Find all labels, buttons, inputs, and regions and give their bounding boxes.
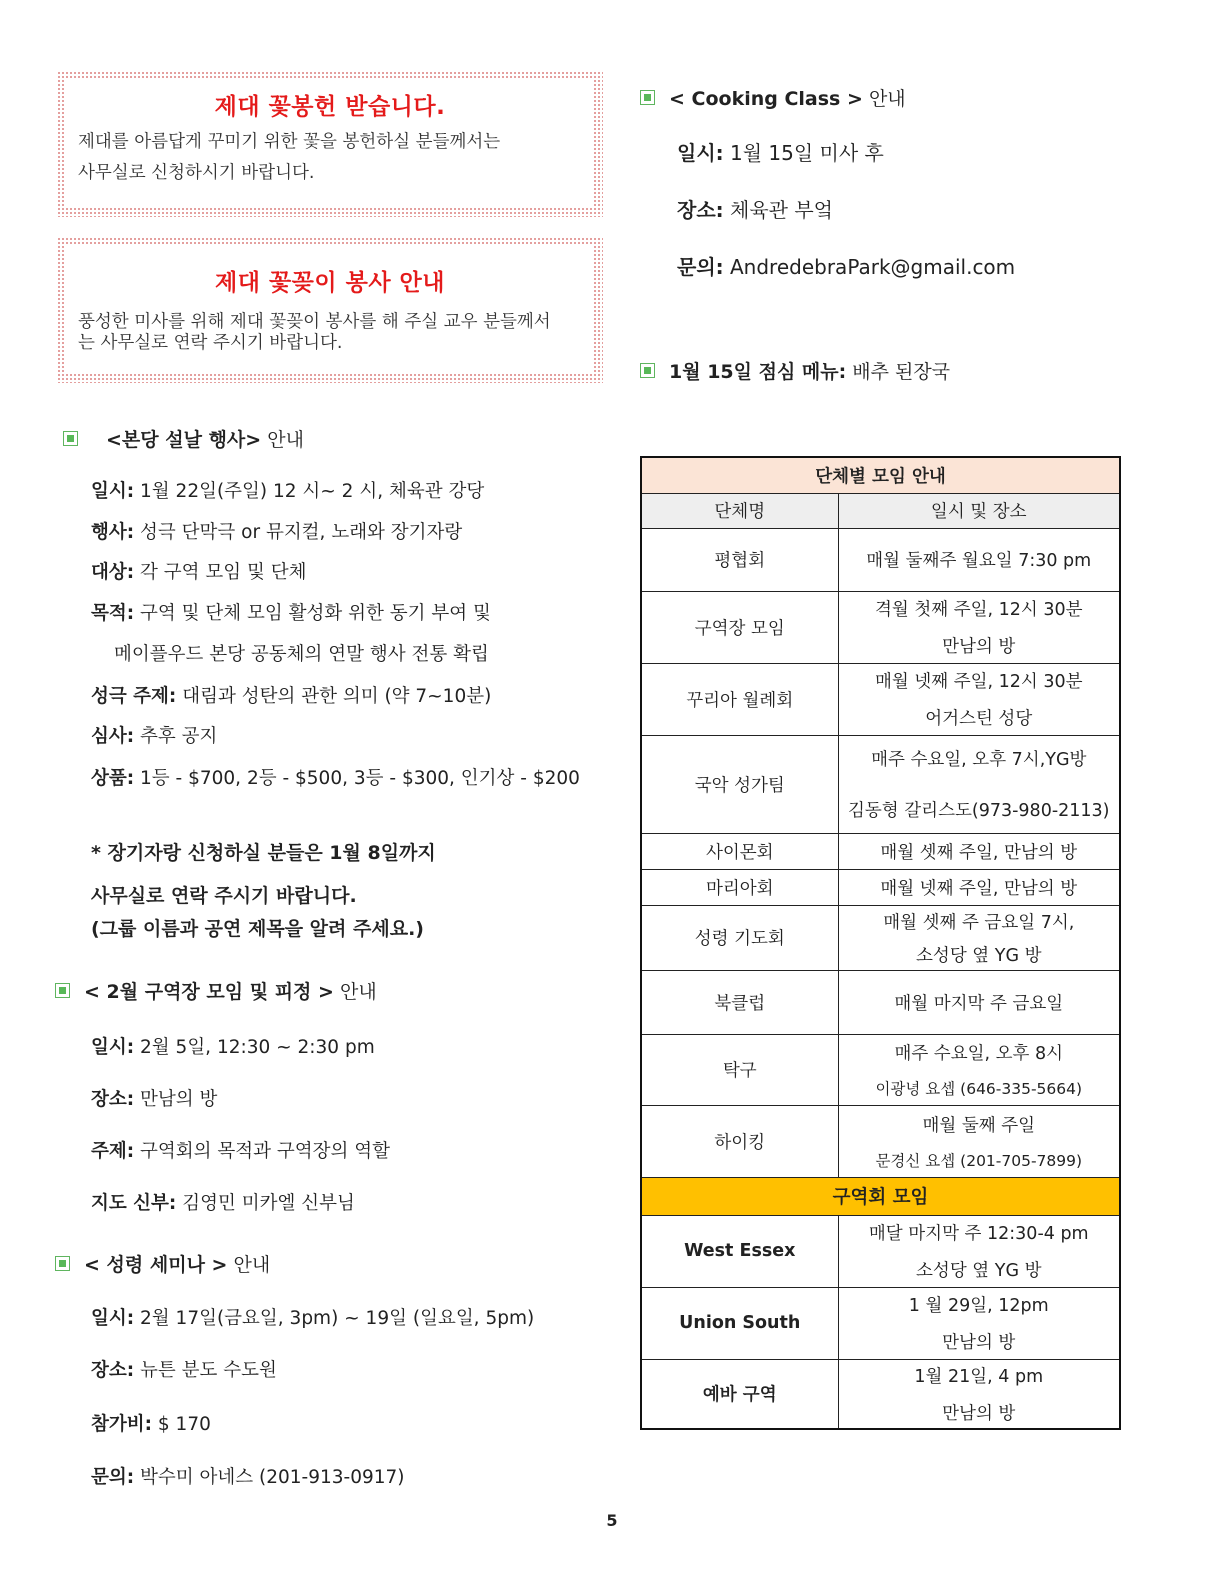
page-number: 5 bbox=[606, 1511, 618, 1530]
seollal-row-2: 대상: 각 구역 모임 및 단체 bbox=[91, 562, 307, 583]
table-row: 평협회 매월 둘째주 월요일 7:30 pm bbox=[641, 528, 1120, 591]
notice-body: 풍성한 미사를 위해 제대 꽃꽂이 봉사를 해 주실 교우 분들께서 는 사무실로 연락 주시기 바랍니다. bbox=[78, 312, 551, 353]
notice-body: 제대를 아름답게 꾸미기 위한 꽃을 봉헌하실 분들께서는 사무실로 신청하시기 바랍니다. bbox=[78, 132, 501, 183]
feb-row-1: 장소: 만남의 방 bbox=[91, 1089, 218, 1110]
seminar-row-2: 참가비: $ 170 bbox=[91, 1414, 211, 1435]
cooking-row-0: 일시: 1월 15일 미사 후 bbox=[677, 141, 884, 165]
table-row: 예바 구역 1월 21일, 4 pm 만남의 방 bbox=[641, 1359, 1120, 1429]
group-meetings-table bbox=[640, 456, 1121, 1430]
seollal-heading: <본당 설날 행사> 안내 bbox=[63, 425, 304, 452]
table-title: 단체별 모임 안내 bbox=[641, 457, 1120, 493]
seminar-row-3: 문의: 박수미 아네스 (201-913-0917) bbox=[91, 1467, 405, 1488]
column-header: 일시 및 장소 bbox=[838, 493, 1120, 528]
table-row: 하이킹 매월 둘째 주일 문경신 요셉 (201-705-7899) bbox=[641, 1105, 1120, 1177]
notice-title: 제대 꽃꽂이 봉사 안내 bbox=[215, 270, 445, 296]
feb-row-3: 지도 신부: 김영민 미카엘 신부님 bbox=[91, 1193, 355, 1214]
feb-row-0: 일시: 2월 5일, 12:30 ~ 2:30 pm bbox=[91, 1037, 375, 1058]
table-row: 국악 성가팀 매주 수요일, 오후 7시,YG방 김동형 갈리스도(973-980-2113) bbox=[641, 735, 1120, 833]
seollal-row-6: 심사: 추후 공지 bbox=[91, 726, 218, 747]
table-row: 꾸리아 월례회 매월 넷째 주일, 12시 30분 어거스틴 성당 bbox=[641, 663, 1120, 735]
table-row: 성령 기도회 매월 셋째 주 금요일 7시, 소성당 옆 YG 방 bbox=[641, 905, 1120, 970]
seollal-row-0: 일시: 1월 22일(주일) 12 시~ 2 시, 체육관 강당 bbox=[91, 481, 485, 502]
seminar-heading: < 성령 세미나 > 안내 bbox=[55, 1250, 270, 1277]
bullet-icon bbox=[640, 90, 655, 105]
table-section-row bbox=[641, 1177, 1120, 1215]
seminar-row-1: 장소: 뉴튼 분도 수도원 bbox=[91, 1360, 277, 1381]
column-header: 단체명 bbox=[641, 493, 838, 528]
bullet-icon bbox=[55, 1256, 70, 1271]
table-title-row bbox=[641, 457, 1120, 493]
seollal-row-3: 목적: 구역 및 단체 모임 활성화 위한 동기 부여 및 bbox=[91, 603, 491, 624]
seollal-row-5: 성극 주제: 대림과 성탄의 관한 의미 (약 7~10분) bbox=[91, 686, 492, 707]
feb-meeting-heading: < 2월 구역장 모임 및 피정 > 안내 bbox=[55, 977, 377, 1004]
seollal-row-1: 행사: 성극 단막극 or 뮤지컬, 노래와 장기자랑 bbox=[91, 522, 463, 543]
table-row: 구역장 모임 격월 첫째 주일, 12시 30분 만남의 방 bbox=[641, 591, 1120, 663]
bullet-icon bbox=[63, 431, 78, 446]
flower-arranging-notice bbox=[57, 237, 603, 383]
table-row: Union South 1 월 29일, 12pm 만남의 방 bbox=[641, 1287, 1120, 1359]
cooking-heading: < Cooking Class > 안내 bbox=[640, 84, 906, 111]
talent-show-note: (그룹 이름과 공연 제목을 알려 주세요.) bbox=[91, 918, 424, 940]
bullet-icon bbox=[55, 983, 70, 998]
seollal-row-4: 메이플우드 본당 공동체의 연말 행사 전통 확립 bbox=[114, 644, 489, 665]
table-row: 북클럽 매월 마지막 주 금요일 bbox=[641, 970, 1120, 1034]
seollal-row-7: 상품: 1등 - $700, 2등 - $500, 3등 - $300, 인기상 - $200 bbox=[91, 768, 580, 789]
cooking-row-1: 장소: 체육관 부엌 bbox=[677, 198, 833, 222]
table-header-row bbox=[641, 493, 1120, 528]
table-row: 마리아회 매월 넷째 주일, 만남의 방 bbox=[641, 869, 1120, 905]
bullet-icon bbox=[640, 363, 655, 378]
feb-row-2: 주제: 구역회의 목적과 구역장의 역할 bbox=[91, 1141, 390, 1162]
table-row: 탁구 매주 수요일, 오후 8시 이광녕 요셉 (646-335-5664) bbox=[641, 1034, 1120, 1105]
seminar-row-0: 일시: 2월 17일(금요일, 3pm) ~ 19일 (일요일, 5pm) bbox=[91, 1308, 535, 1329]
talent-show-note: * 장기자랑 신청하실 분들은 1월 8일까지 bbox=[91, 842, 436, 864]
lunch-menu: 1월 15일 점심 메뉴: 배추 된장국 bbox=[640, 357, 950, 384]
section-title: 구역회 모임 bbox=[641, 1177, 1120, 1215]
table-row: 사이몬회 매월 셋째 주일, 만남의 방 bbox=[641, 833, 1120, 869]
flower-offering-notice bbox=[57, 71, 603, 217]
table-row: West Essex 매달 마지막 주 12:30-4 pm 소성당 옆 YG 방 bbox=[641, 1215, 1120, 1287]
cooking-row-2: 문의: AndredebraPark@gmail.com bbox=[677, 255, 1016, 279]
talent-show-note: 사무실로 연락 주시기 바랍니다. bbox=[91, 885, 357, 907]
notice-title: 제대 꽃봉헌 받습니다. bbox=[214, 94, 446, 120]
